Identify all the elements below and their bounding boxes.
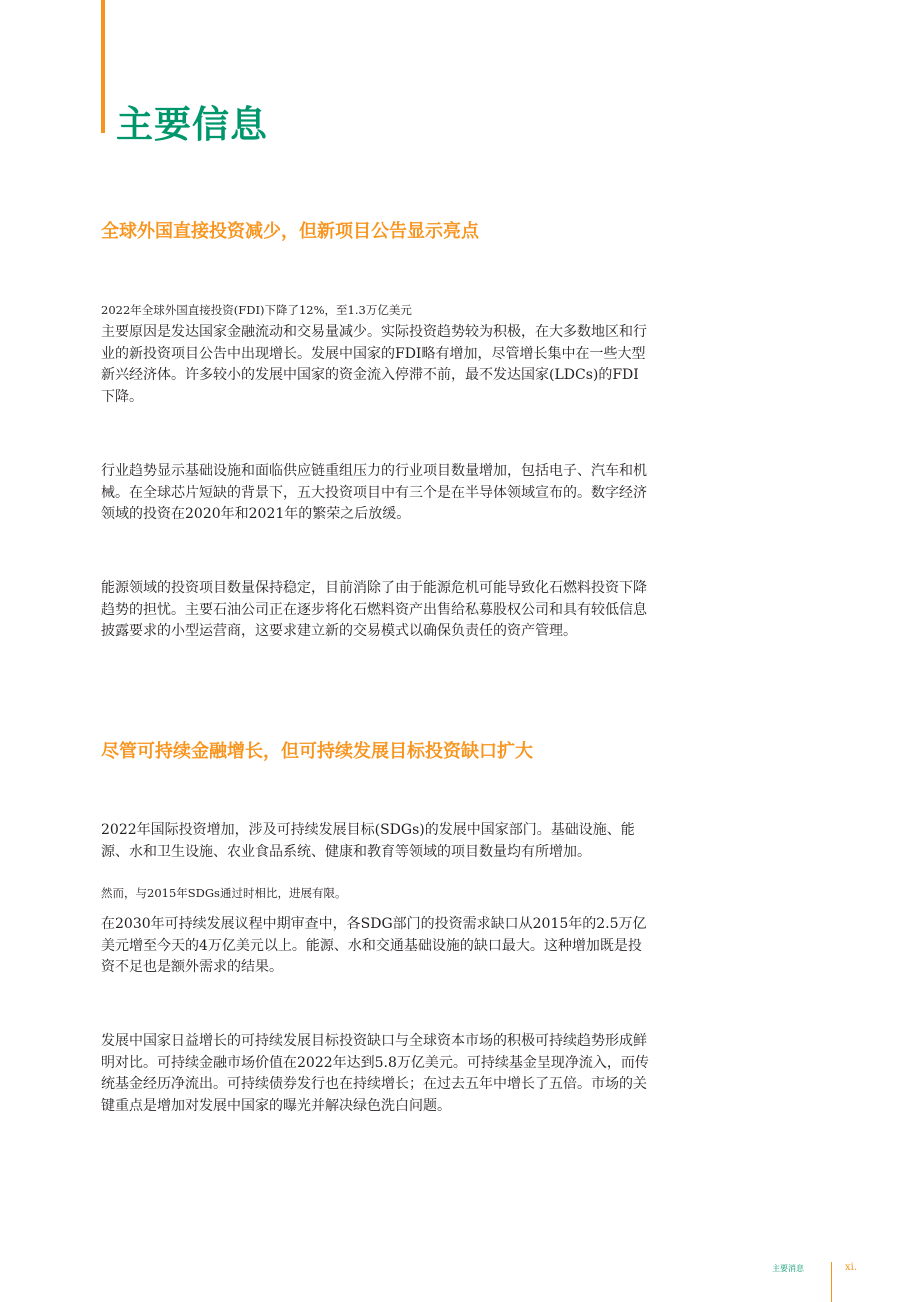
sdg-paragraph-investment-gap: 在2030年可持续发展议程中期审查中，各SDG部门的投资需求缺口从2015年的2.5万亿美元增至今天的4万亿美元以上。能源、水和交通基础设施的缺口最大。这种增加既是投资不足也是额外需求的结果。	[101, 916, 647, 975]
sdg-paragraph-investment-increase: 2022年国际投资增加，涉及可持续发展目标(SDGs)的发展中国家部门。基础设施、能源、水和卫生设施、农业食品系统、健康和教育等领域的项目数量均有所增加。	[101, 822, 635, 860]
fdi-paragraph-causes: 主要原因是发达国家金融流动和交易量减少。实际投资趋势较为积极，在大多数地区和行业的新投资项目公告中出现增长。发展中国家的FDI略有增加，尽管增长集中在一些大型新兴经济体。许多较小的发展中国家的资金流入停滞不前，最不发达国家(LDCs)的FDI下降。	[101, 324, 647, 405]
fdi-paragraph-energy: 能源领域的投资项目数量保持稳定，目前消除了由于能源危机可能导致化石燃料投资下降趋势的担忧。主要石油公司正在逐步将化石燃料资产出售给私募股权公司和具有较低信息披露要求的小型运营商，这要求建立新的交易模式以确保负责任的资产管理。	[101, 580, 647, 639]
page-title: 主要信息	[116, 103, 268, 146]
footer-divider	[831, 1262, 832, 1302]
page-number: xi.	[845, 1262, 858, 1273]
sdg-paragraph-sustainable-finance: 发展中国家日益增长的可持续发展目标投资缺口与全球资本市场的积极可持续趋势形成鲜明对比。可持续金融市场价值在2022年达到5.8万亿美元。可持续基金呈现净流入，而传统基金经历净流出。可持续债券发行也在持续增长；在过去五年中增长了五倍。市场的关键重点是增加对发展中国家的曝光并解决绿色洗白问题。	[101, 1033, 649, 1114]
section-heading-fdi: 全球外国直接投资减少，但新项目公告显示亮点	[101, 221, 479, 242]
fdi-paragraph-industry-trends: 行业趋势显示基础设施和面临供应链重组压力的行业项目数量增加，包括电子、汽车和机械。在全球芯片短缺的背景下，五大投资项目中有三个是在半导体领域宣布的。数字经济领域的投资在2020年和2021年的繁荣之后放缓。	[101, 463, 647, 522]
sdg-note-limited-progress: 然而，与2015年SDGs通过时相比，进展有限。	[101, 886, 347, 900]
section-heading-sdg-gap: 尽管可持续金融增长，但可持续发展目标投资缺口扩大	[101, 741, 533, 762]
fdi-lead-statement: 2022年全球外国直接投资(FDI)下降了12%，至1.3万亿美元	[101, 303, 412, 317]
title-accent-bar	[101, 0, 105, 133]
footer-section-label: 主要消息	[772, 1264, 804, 1273]
